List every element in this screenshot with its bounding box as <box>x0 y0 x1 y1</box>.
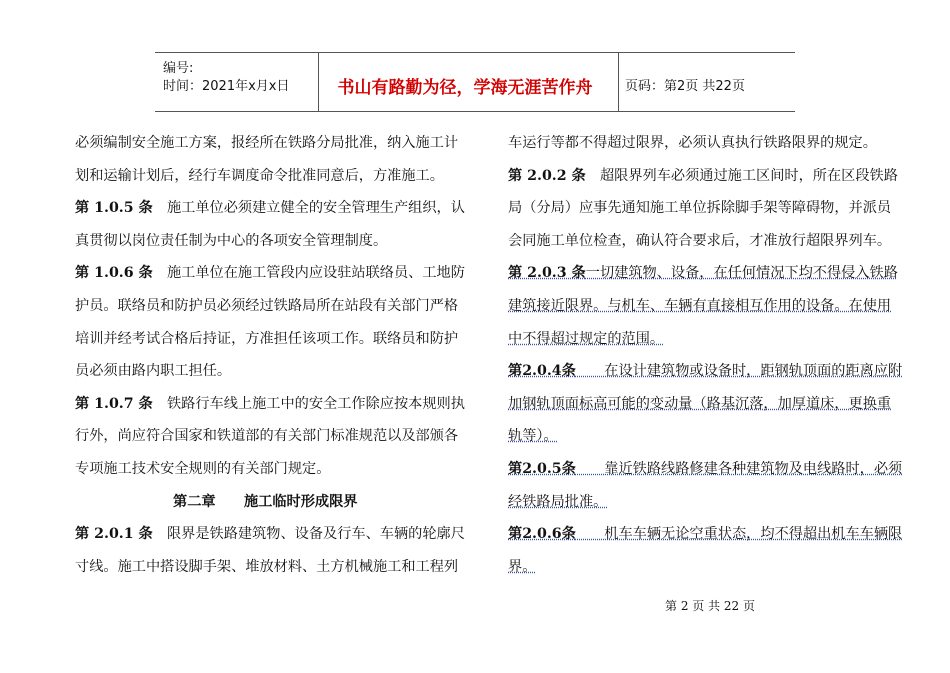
article-number: 第2.0.4条 <box>508 363 576 379</box>
article-number: 第 2.0.1 条 <box>75 526 153 542</box>
line-text: 施工单位必须建立健全的安全管理生产组织，认 <box>152 200 465 216</box>
doc-number-label: 编号: <box>163 61 194 76</box>
text-line <box>75 165 444 185</box>
line-text: 真贯彻以岗位责任制为中心的各项安全管理制度。 <box>75 233 388 249</box>
line-text: 限界是铁路建筑物、设备及行车、车辆的轮廓尺 <box>152 526 465 542</box>
line-text: 培训并经考试合格后持证，方准担任该项工作。联络员和防护 <box>75 331 459 347</box>
text-line <box>508 132 877 152</box>
article-number: 第2.0.5条 <box>508 461 576 477</box>
text-line <box>508 491 607 511</box>
article-number: 第 2.0.3 条 <box>508 265 586 281</box>
text-line <box>508 556 536 576</box>
text-line <box>75 523 465 543</box>
line-text: 在设计建筑物或设备时，距钢轨顶面的距离应附 <box>575 363 903 379</box>
line-text: 会同施工单位检查，确认符合要求后，才准放行超限界列车。 <box>508 233 892 249</box>
line-text: 建筑接近限界。与机车、车辆有直接相互作用的设备。在使用 <box>508 298 892 314</box>
article-number: 第 2.0.2 条 <box>508 168 586 184</box>
line-text: 机车车辆无论空重状态，均不得超出机车车辆限 <box>575 526 903 542</box>
text-line <box>75 230 387 250</box>
article-number: 第 1.0.6 条 <box>75 265 153 281</box>
line-text: 寸线。施工中搭设脚手架、堆放材料、土方机械施工和工程列 <box>75 559 459 575</box>
line-text: 经铁路局批准。 <box>508 494 608 510</box>
line-text: 中不得超过规定的范围。 <box>508 331 665 347</box>
text-line <box>508 523 902 543</box>
article-number: 第 1.0.7 条 <box>75 396 153 412</box>
line-text: 铁路行车线上施工中的安全工作除应按本规则执 <box>152 396 465 412</box>
text-line <box>508 425 558 445</box>
line-text: 施工单位在施工管段内应设驻站联络员、工地防 <box>152 265 465 281</box>
text-line <box>75 360 231 380</box>
line-text: 加钢轨顶面标高可能的变动量（路基沉落，加厚道床，更换重 <box>508 396 892 412</box>
chapter-heading: 第二章 施工临时形成限界 <box>173 494 358 510</box>
text-line <box>508 295 891 315</box>
text-line <box>508 165 898 185</box>
line-text: 划和运输计划后，经行车调度命令批准同意后，方准施工。 <box>75 168 444 184</box>
header-divider <box>618 53 619 111</box>
text-line <box>75 458 330 478</box>
line-text: 护员。联络员和防护员必须经过铁路局所在站段有关部门严格 <box>75 298 459 314</box>
line-text: 车运行等都不得超过限界，必须认真执行铁路限界的规定。 <box>508 135 877 151</box>
header-divider <box>318 53 319 111</box>
text-line <box>75 328 458 348</box>
line-text: 局（分局）应事先通知施工单位拆除脚手架等障碍物，并派员 <box>508 200 892 216</box>
line-text: 超限界列车必须通过施工区间时，所在区段铁路 <box>585 168 898 184</box>
line-text: 员必须由路内职工担任。 <box>75 363 232 379</box>
article-number: 第 1.0.5 条 <box>75 200 153 216</box>
line-text: 界。 <box>508 559 537 575</box>
line-text: 轨等）。 <box>508 428 558 444</box>
text-line <box>75 295 458 315</box>
line-text: 靠近铁路线路修建各种建筑物及电线路时，必须 <box>575 461 903 477</box>
line-text: 行外，尚应符合国家和铁道部的有关部门标准规范以及部颁各 <box>75 428 459 444</box>
page-header <box>155 52 795 112</box>
text-line <box>508 458 902 478</box>
text-line <box>75 425 458 445</box>
line-text: 一切建筑物、设备，在任何情况下均不得侵入铁路 <box>585 265 898 281</box>
text-line <box>508 230 891 250</box>
header-motto: 书山有路勤为径，学海无涯苦作舟 <box>337 78 593 98</box>
text-line <box>508 328 664 348</box>
text-line <box>75 393 465 413</box>
header-page-info: 页码：第2页 共22页 <box>625 79 745 94</box>
text-line <box>508 262 898 282</box>
text-line <box>508 197 891 217</box>
article-number: 第2.0.6条 <box>508 526 576 542</box>
text-line <box>75 197 465 217</box>
text-line <box>75 132 458 152</box>
line-text: 必须编制安全施工方案，报经所在铁路分局批准，纳入施工计 <box>75 135 459 151</box>
doc-time-label: 时间：2021年x月x日 <box>163 79 290 94</box>
text-line <box>75 556 458 576</box>
text-line <box>508 360 902 380</box>
line-text: 专项施工技术安全规则的有关部门规定。 <box>75 461 331 477</box>
text-line <box>75 262 465 282</box>
page-footer: 第 2 页 共 22 页 <box>665 599 755 613</box>
text-line <box>508 393 891 413</box>
